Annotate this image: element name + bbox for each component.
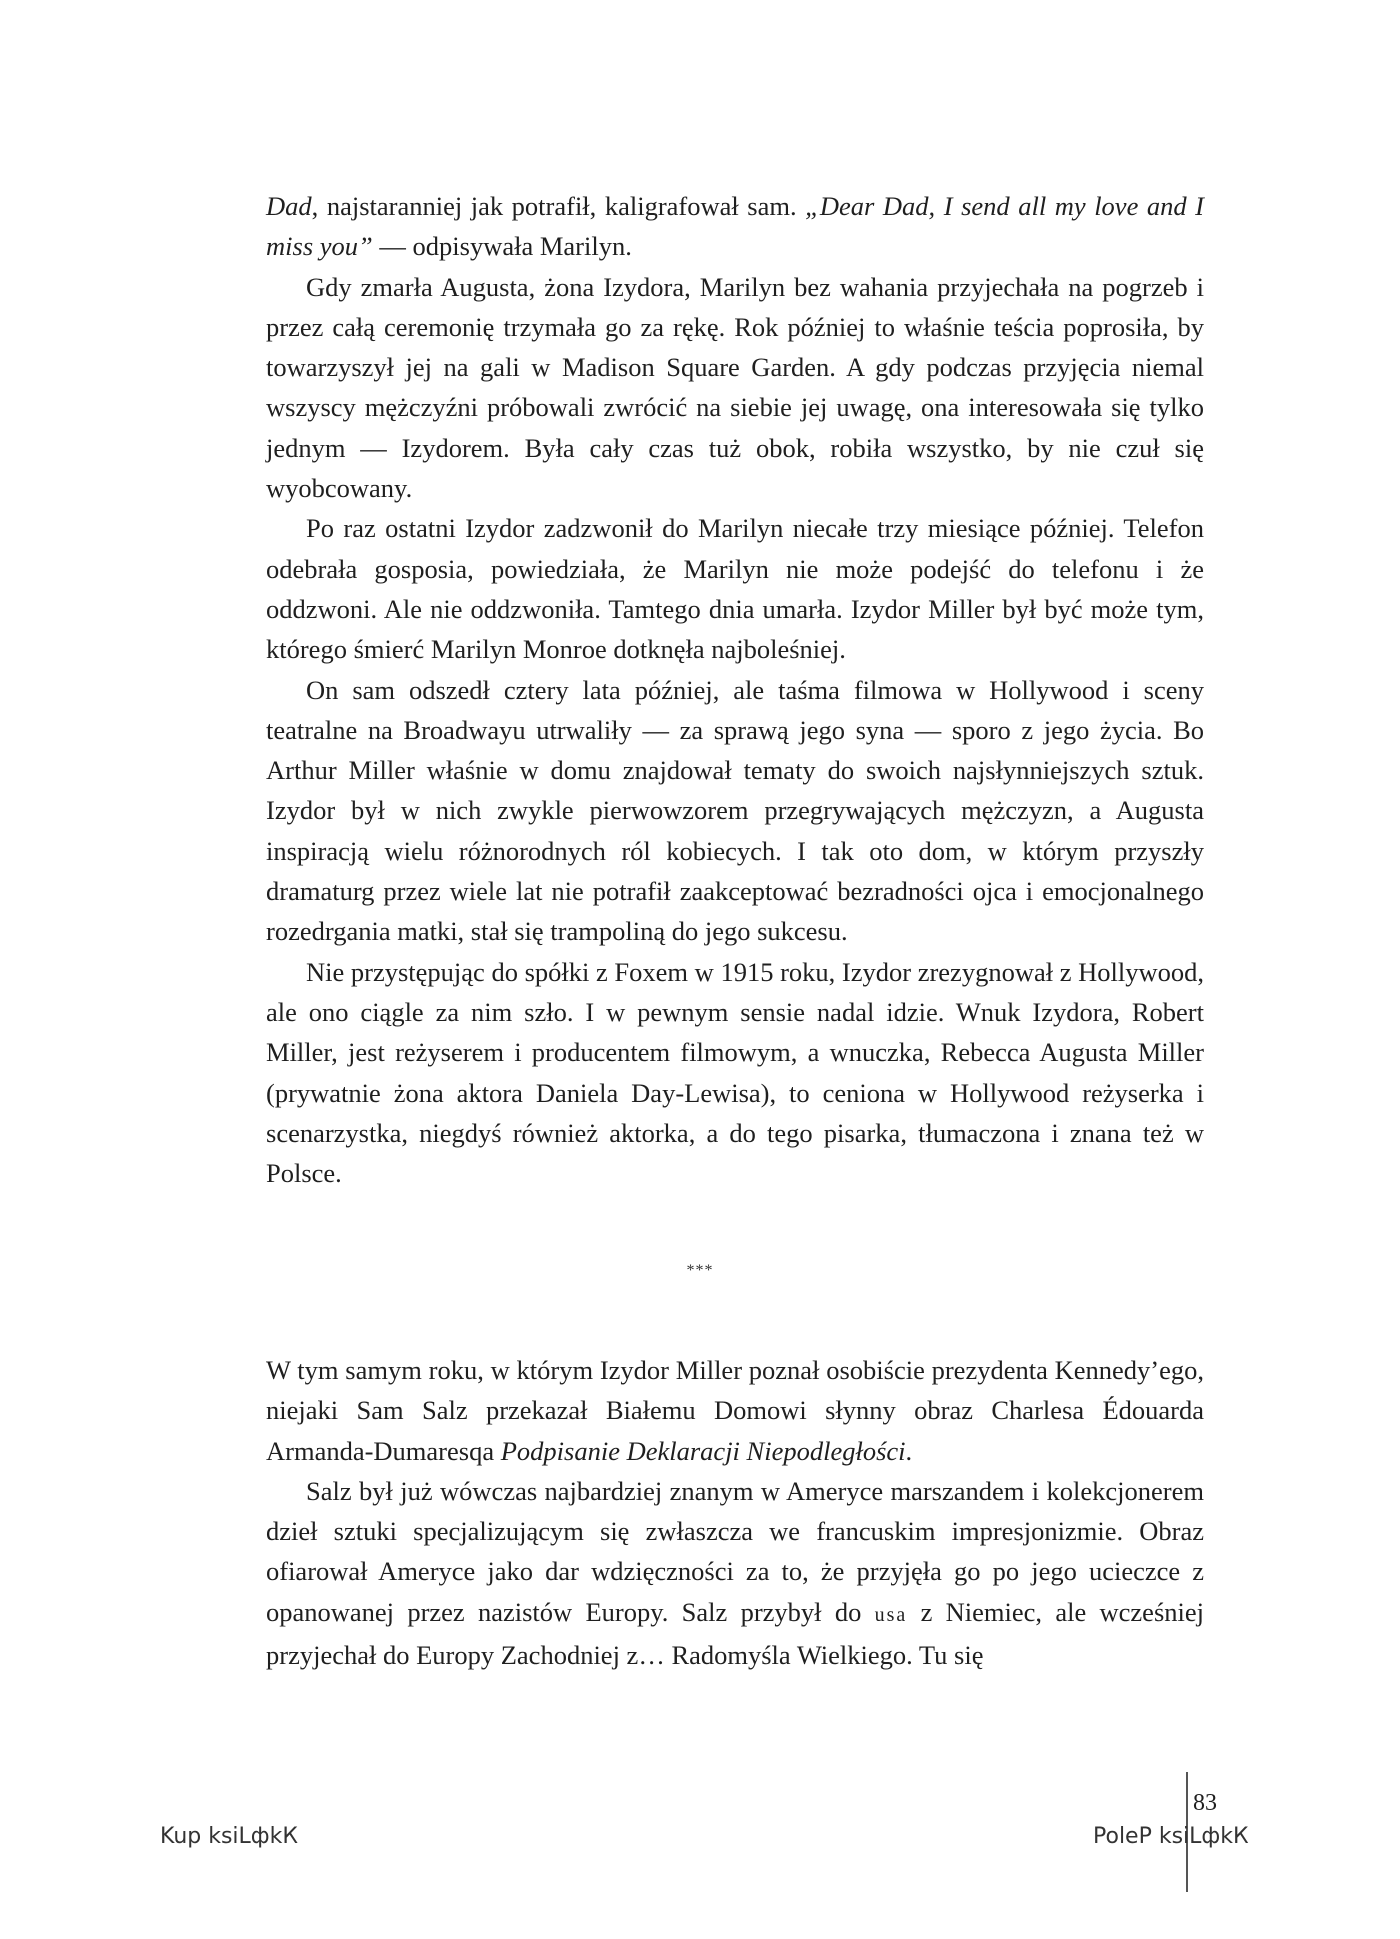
italic-text: Dad [266, 191, 312, 221]
paragraph: Nie przystępując do spółki z Foxem w 1915 roku, Izydor zrezygnował z Hollywood, ale ono ciągle za nim szło. I w pewnym sensie nadal idzie. Wnuk Izydora, Robert Miller, jest reżyserem i producentem filmowym, a wnuczka, Rebecca Augusta Miller (prywatnie żona aktora Daniela Day-Lewisa), to ceniona w Hollywood reżyserka i scenarzystka, niegdyś również aktorka, a do tego pisarka, tłumaczona i znana też w Polsce. [266, 956, 1204, 1189]
second-text-section [266, 1350, 1204, 1675]
page-number: 83 [1193, 1790, 1217, 1816]
italic-title: Podpisanie Deklaracji Niepodległości [500, 1435, 906, 1466]
text-span: Salz był już wówczas najbardziej znanym w Ameryce marszandem i kolekcjonerem dzieł sztuki specjalizującym się zwłaszcza we francuskim impresjonizmie. Obraz ofiarował Ameryce jako dar wdzięczności za to, że przyjęła go po jego ucieczce z opanowanej przez nazistów Europy. Salz przybył do [266, 1475, 1204, 1627]
paragraph [266, 1350, 1204, 1471]
footer-right-text: PoleP ksiLфkК [1093, 1824, 1249, 1849]
paragraph: Po raz ostatni Izydor zadzwonił do Marilyn niecałe trzy miesiące później. Telefon odebrała gosposia, powiedziała, że Marilyn nie może podejść do telefonu i że oddzwoni. Ale nie oddzwoniła. Tamtego dnia umarła. Izydor Miller był być może tym, którego śmierć Marilyn Monroe dotknęła najboleśniej. [266, 513, 1204, 665]
main-text-section [266, 186, 1204, 1193]
small-caps-abbreviation: usa [874, 1603, 908, 1626]
paragraph: Gdy zmarła Augusta, żona Izydora, Marilyn bez wahania przyjechała na pogrzeb i przez całą ceremonię trzymała go za rękę. Rok później to właśnie teścia poprosiła, by towarzyszył jej na gali w Madison Square Garden. A gdy podczas przyjęcia niemal wszyscy mężczyźni próbowali zwrócić na siebie jej uwagę, ona interesowała się tylko jednym — Izydorem. Była cały czas tuż obok, robiła wszystko, by nie czuł się wyobcowany. [266, 271, 1204, 504]
section-separator: *** [686, 1262, 714, 1279]
text-span: , najstaranniej jak potrafił, kaligrafował sam. [311, 191, 806, 221]
text-span: z Niemiec, ale wcześniej przyjechał do Europy Zachodniej z… Radomyśla Wielkiego. Tu się [266, 1596, 1204, 1671]
text-span: W tym samym roku, w którym Izydor Miller poznał osobiście prezydenta Kennedy’ego, niejaki Sam Salz przekazał Białemu Domowi słynny obraz Charlesa Édouarda Armanda-Dumaresqa [266, 1355, 1204, 1466]
italic-quote: „Dear Dad, I send all my love and I miss you” [266, 191, 1205, 262]
text-span: — odpisywała Marilyn. [372, 231, 632, 262]
paragraph [266, 1471, 1204, 1675]
paragraph: On sam odszedł cztery lata później, ale taśma filmowa w Hollywood i sceny teatralne na Broadwayu utrwaliły — za sprawą jego syna — sporo z jego życia. Bo Arthur Miller właśnie w domu znajdował tematy do swoich najsłynniejszych sztuk. Izydor był w nich zwykle pierwowzorem przegrywających mężczyzn, a Augusta inspiracją wielu różnorodnych ról kobiecych. I tak oto dom, w którym przyszły dramaturg przez wiele lat nie potrafił zaakceptować bezradności ojca i emocjonalnego rozedrgania matki, stał się trampoliną do jego sukcesu. [266, 674, 1204, 947]
footer-left-text: Kup ksiLфkК [160, 1824, 298, 1849]
paragraph [266, 186, 1204, 267]
text-span: . [905, 1435, 913, 1466]
